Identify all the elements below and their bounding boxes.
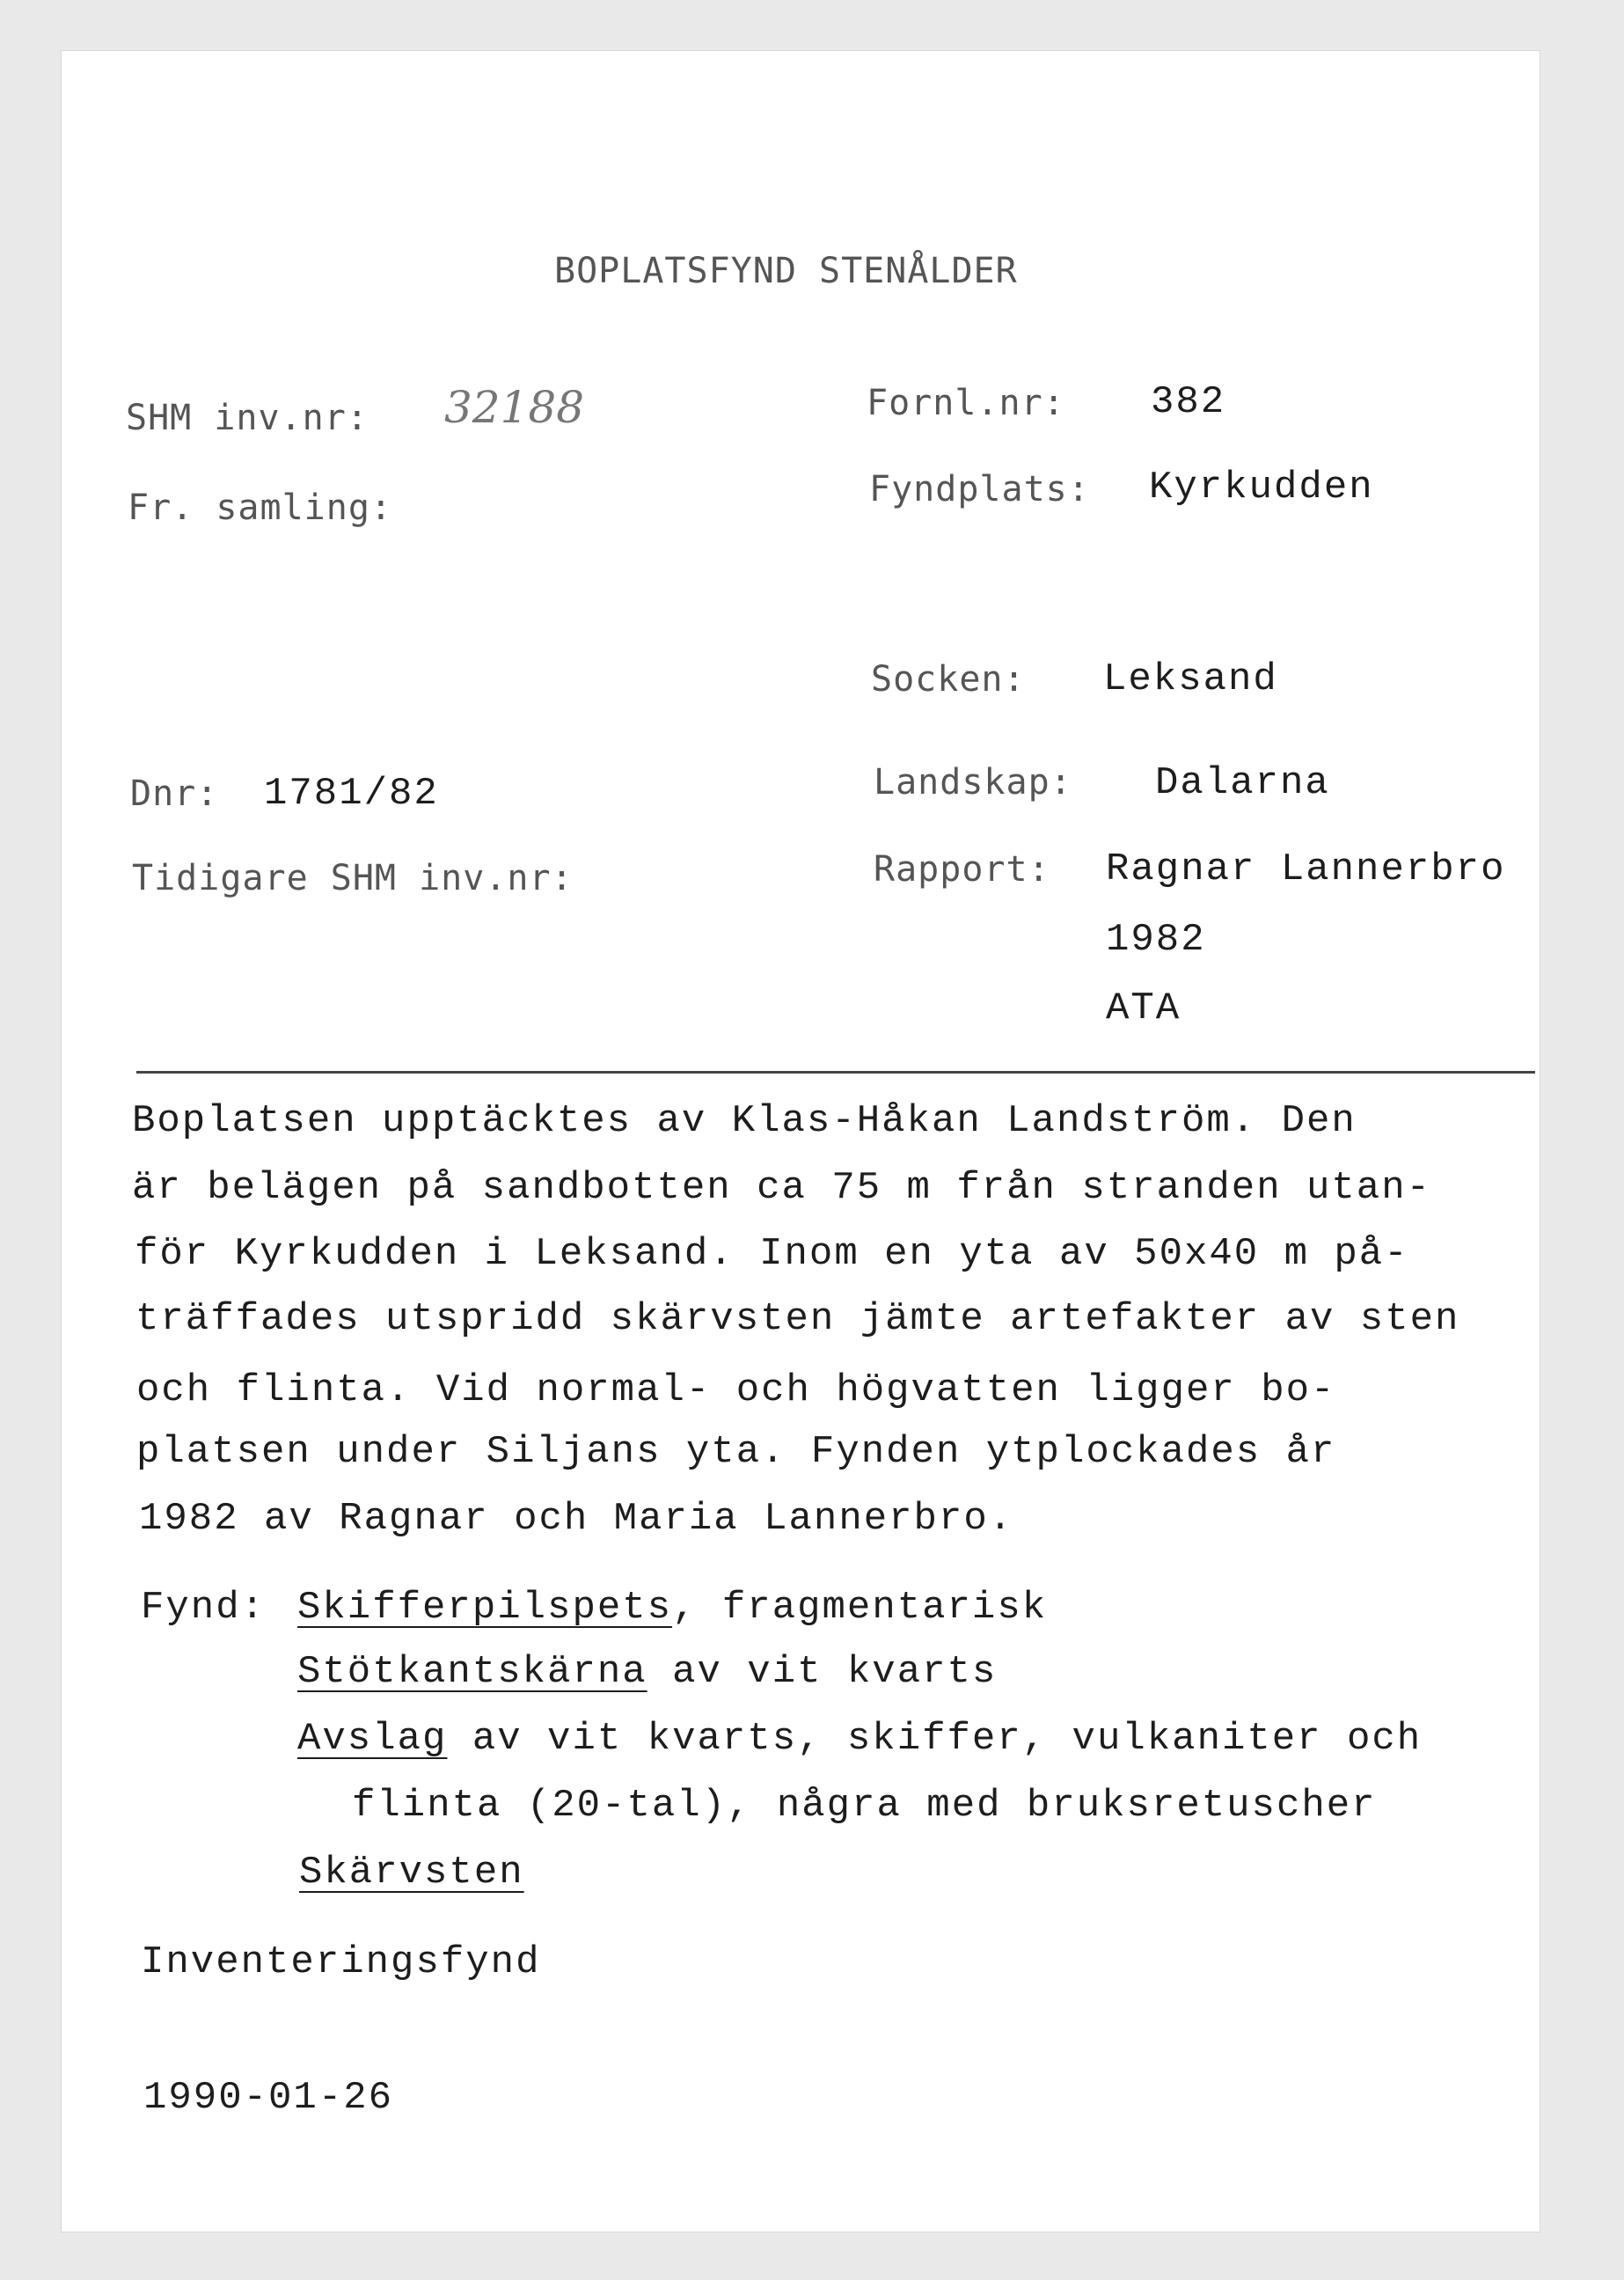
description-line: Boplatsen upptäcktes av Klas-Håkan Landström. Den — [132, 1099, 1357, 1143]
fyndplats-value: Kyrkudden — [1149, 466, 1374, 510]
shm-inv-label: SHM inv.nr: — [126, 398, 369, 438]
socken-value: Leksand — [1103, 657, 1278, 701]
find-item — [297, 1717, 1423, 1761]
socken-label: Socken: — [871, 659, 1026, 700]
find-term: Avslag — [297, 1717, 448, 1761]
finds-label: Fynd: — [141, 1586, 267, 1630]
find-term: Skärvsten — [299, 1851, 524, 1895]
landskap-value: Dalarna — [1155, 761, 1330, 805]
rapport-line-3: ATA — [1106, 986, 1181, 1030]
description-line: är belägen på sandbotten ca 75 m från stranden utan- — [132, 1166, 1432, 1210]
dnr-value: 1781/82 — [264, 772, 439, 816]
find-item — [352, 1784, 1377, 1828]
description-line: platsen under Siljans yta. Fynden ytplockades år — [136, 1430, 1336, 1474]
find-item — [297, 1586, 1048, 1630]
description-line: för Kyrkudden i Leksand. Inom en yta av 50x40 m på- — [135, 1232, 1409, 1276]
section-divider — [136, 1071, 1535, 1074]
card-title: BOPLATSFYND STENÅLDER — [554, 251, 1018, 291]
fyndplats-label: Fyndplats: — [869, 469, 1090, 510]
card-date: 1990-01-26 — [143, 2076, 394, 2120]
find-term: Skifferpilspets — [297, 1586, 673, 1630]
find-item — [297, 1650, 998, 1694]
description-line: 1982 av Ragnar och Maria Lannerbro. — [139, 1497, 1014, 1541]
find-detail: , fragmentarisk — [672, 1586, 1048, 1630]
rapport-line-1: Ragnar Lannerbro — [1106, 847, 1506, 891]
find-detail: flinta (20-tal), några med bruksretuscher — [352, 1784, 1377, 1828]
find-type: Inventeringsfynd — [141, 1940, 541, 1984]
fornl-label: Fornl.nr: — [867, 383, 1065, 423]
find-item — [299, 1851, 524, 1895]
rapport-label: Rapport: — [874, 849, 1050, 890]
description-line: träffades utspridd skärvsten jämte artefakter av sten — [135, 1297, 1460, 1341]
find-term: Stötkantskärna — [297, 1650, 647, 1694]
fr-samling-label: Fr. samling: — [128, 488, 392, 528]
landskap-label: Landskap: — [874, 762, 1072, 803]
find-detail: av vit kvarts, skiffer, vulkaniter och — [447, 1717, 1423, 1761]
find-detail: av vit kvarts — [647, 1650, 998, 1694]
rapport-line-2: 1982 — [1106, 918, 1206, 962]
tidigare-shm-label: Tidigare SHM inv.nr: — [132, 858, 574, 898]
shm-inv-value: 32188 — [444, 382, 585, 433]
description-line: och flinta. Vid normal- och högvatten ligger bo- — [136, 1368, 1336, 1412]
fornl-value: 382 — [1151, 380, 1226, 424]
dnr-label: Dnr: — [130, 773, 219, 814]
